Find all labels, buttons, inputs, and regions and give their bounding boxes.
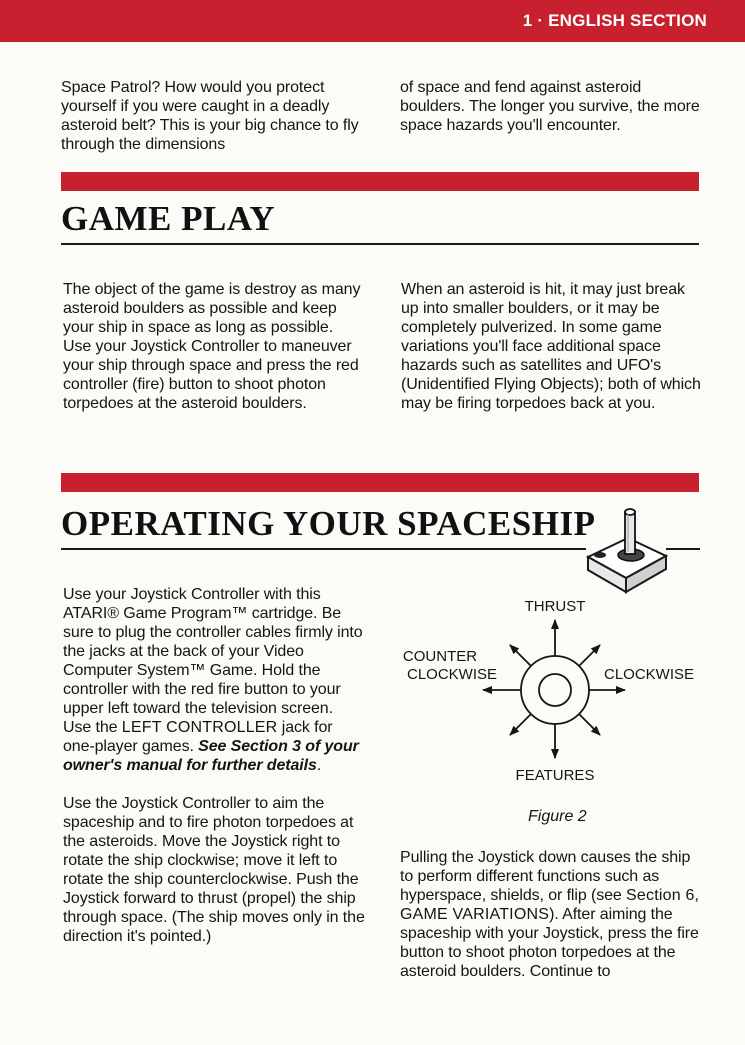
label-features: FEATURES [515, 767, 595, 784]
game-play-rule [61, 243, 699, 245]
operating-paragraph-2: Use the Joystick Controller to aim the spaceship and to fire photon torpedoes at the asteroids. Move the Joystick right to rotate the ship clockwise; move it left to rotate the ship counterclockwise. Push the Joystick forward to thrust (propel) the ship through space. (The ship moves only in the direction it's pointed.) [63, 795, 365, 945]
operating-left-column [63, 585, 365, 946]
game-play-right-column [401, 280, 703, 413]
operating-rule-left [61, 548, 586, 550]
joystick-controller-icon [584, 502, 670, 597]
direction-dial-inner [539, 674, 571, 706]
figure-caption: Figure 2 [528, 808, 587, 825]
owners-manual-reference: See Section 3 of your owner's manual for further details [63, 738, 359, 774]
left-controller-term: LEFT CONTROLLER [121, 719, 278, 736]
direction-dial-outer [521, 656, 589, 724]
header-bar [0, 0, 745, 42]
intro-right-column [400, 78, 702, 135]
label-counter: COUNTER [402, 648, 478, 665]
direction-arrows [483, 620, 625, 758]
game-play-left-column [63, 280, 365, 413]
operating-paragraph-3 [400, 848, 702, 981]
operating-right-column [400, 848, 702, 981]
label-counter-clockwise: CLOCKWISE [406, 666, 498, 683]
operating-rule-right [666, 548, 700, 550]
intro-left-column [61, 78, 363, 154]
game-play-right-text: When an asteroid is hit, it may just break up into smaller boulders, or it may be completely pulverized. In some game variations you'll face additional space hazards such as satellites and UFO's (Unidentified Flying Objects); both of which may be firing torpedoes back at you. [401, 281, 701, 412]
operating-p3-text-2: ). After aiming the spaceship with your Joystick, press the fire button to shoot photon torpedoes at the asteroid boulders. Continue to [400, 906, 699, 980]
game-play-red-bar [61, 172, 699, 191]
game-play-heading: GAME PLAY [61, 199, 276, 238]
intro-right-text: of space and fend against asteroid boulders. The longer you survive, the more space hazards you'll encounter. [400, 79, 700, 134]
operating-p3-text: Pulling the Joystick down causes the ship to perform different functions such as hyperspace, shields, or flip (see [400, 849, 691, 904]
game-variations-reference: Section 6, GAME VARIATIONS [400, 887, 700, 923]
operating-p1-end: . [316, 757, 322, 774]
operating-red-bar [61, 473, 699, 492]
game-play-left-text: The object of the game is destroy as many asteroid boulders as possible and keep your ship in space as long as possible. Use your Joystick Controller to maneuver your ship through space and press the red controller (fire) button to shoot photon torpedoes at the asteroid boulders. [63, 281, 361, 412]
section-label: 1 · ENGLISH SECTION [522, 11, 707, 30]
operating-paragraph-1 [63, 585, 365, 775]
operating-p1-text-2: jack for one-player games. [63, 719, 333, 755]
intro-left-text: Space Patrol? How would you protect yourself if you were caught in a deadly asteroid belt? This is your big chance to fly through the dimensions [61, 79, 359, 153]
label-thrust: THRUST [524, 598, 586, 615]
operating-p1-text: Use your Joystick Controller with this ATARI® Game Program™ cartridge. Be sure to plug the controller cables firmly into the jacks at the back of your Video Computer System™ Game. Hold the controller with the red fire button to your upper left toward the television screen. Use the [63, 586, 363, 736]
label-clockwise: CLOCKWISE [604, 666, 695, 683]
operating-heading: OPERATING YOUR SPACESHIP [61, 504, 596, 543]
joystick-directions-diagram [395, 590, 715, 795]
